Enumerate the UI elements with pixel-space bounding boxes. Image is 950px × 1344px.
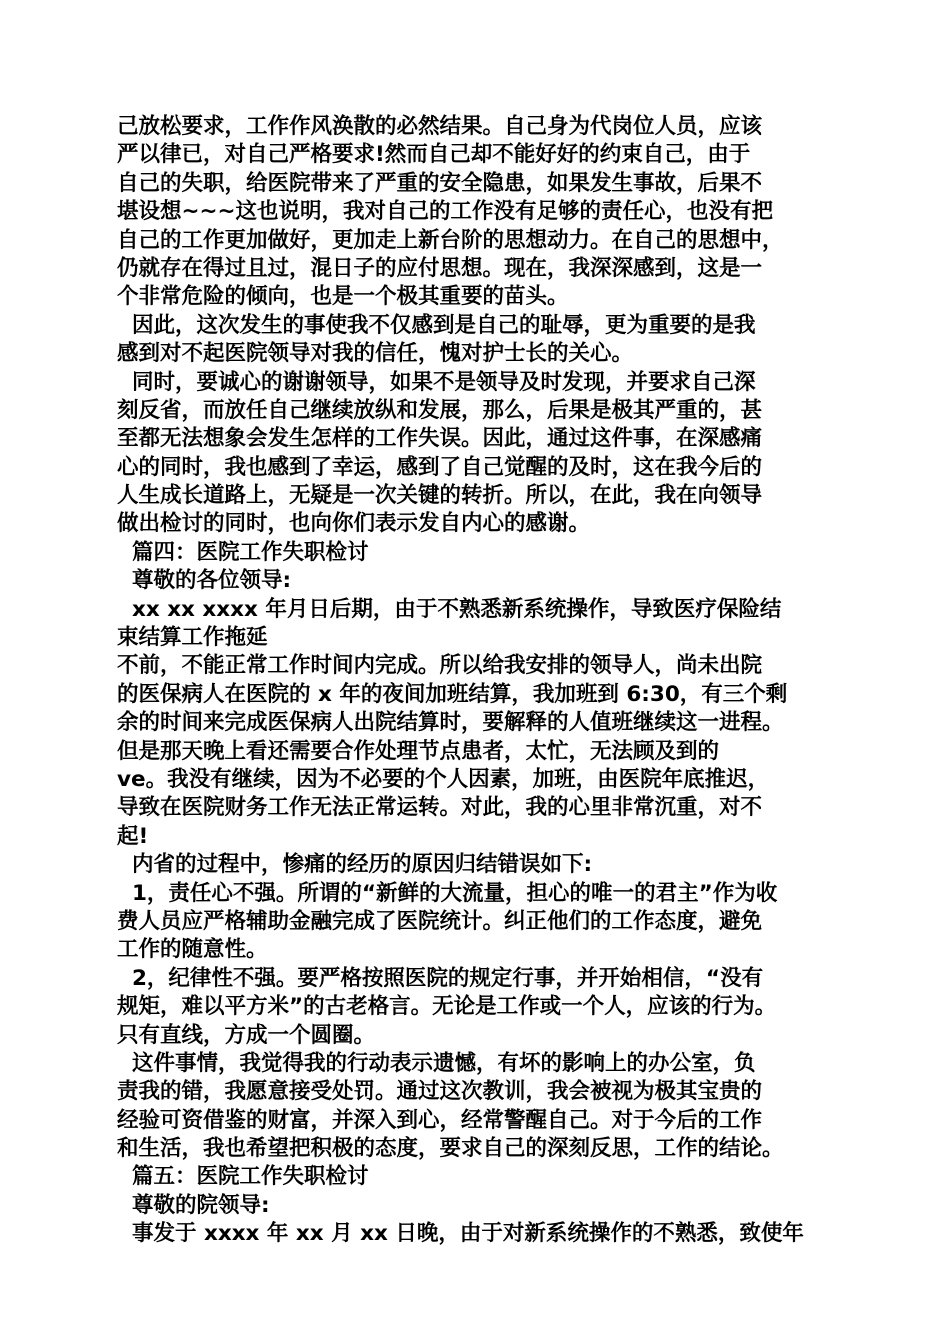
text-line: 己放松要求，工作作风涣散的必然结果。自己身为代岗位人员，应该 — [117, 114, 763, 139]
text-line: 人生成长道路上，无疑是一次关键的转折。所以，在此，我在向领导 — [117, 483, 763, 509]
text-line: 刻反省，而放任自己继续放纵和发展，那么，后果是极其严重的，甚 — [117, 397, 763, 423]
section-heading: 篇五：医院工作失职检讨 — [117, 1164, 369, 1190]
text-line: 的医保病人在医院的 x 年的夜间加班结算，我加班到 6:30，有三个剩 — [117, 681, 788, 707]
salutation: 尊敬的院领导: — [117, 1192, 270, 1218]
text-line: 事发于 xxxx 年 xx 月 xx 日晚，由于对新系统操作的不熟悉，致使年 — [117, 1221, 804, 1247]
text-line: 严以律已，对自己严格要求!然而自己却不能好好的约束自己，由于 — [117, 142, 751, 168]
text-line: 1，责任心不强。所谓的“新鲜的大流量，担心的唯一的君主”作为收 — [117, 880, 778, 906]
section-heading: 篇四：医院工作失职检讨 — [117, 539, 369, 565]
document-body — [117, 113, 847, 1249]
text-line: 心的同时，我也感到了幸运，感到了自己觉醒的及时，这在我今后的 — [117, 454, 763, 480]
text-line: 和生活，我也希望把积极的态度，要求自己的深刻反思，工作的结论。 — [117, 1136, 784, 1162]
text-line: 堪设想~~~这也说明，我对自己的工作没有足够的责任心，也没有把 — [117, 199, 774, 225]
text-line: 个非常危险的倾向，也是一个极其重要的苗头。 — [117, 284, 569, 310]
text-line: 不前，不能正常工作时间内完成。所以给我安排的领导人，尚未出院 — [117, 653, 763, 679]
text-line: 起! — [117, 823, 149, 849]
text-line: 经验可资借鉴的财富，并深入到心，经常警醒自己。对于今后的工作 — [117, 1107, 763, 1133]
text-line: 自己的工作更加做好，更加走上新台阶的思想动力。在自己的思想中， — [117, 227, 784, 253]
text-line: 因此，这次发生的事使我不仅感到是自己的耻辱，更为重要的是我 — [117, 312, 756, 338]
text-line: 但是那天晚上看还需要合作处理节点患者，太忙，无法顾及到的 — [117, 738, 720, 764]
text-line: 余的时间来完成医保病人出院结算时，要解释的人值班继续这一进程。 — [117, 710, 784, 736]
text-line: 2，纪律性不强。要严格按照医院的规定行事，并开始相信，“没有 — [117, 965, 764, 991]
salutation: 尊敬的各位领导: — [117, 568, 292, 594]
text-line: 导致在医院财务工作无法正常运转。对此，我的心里非常沉重，对不 — [117, 795, 763, 821]
text-line: 同时，要诚心的谢谢领导，如果不是领导及时发现，并要求自己深 — [117, 369, 756, 395]
text-line: 仍就存在得过且过，混日子的应付思想。现在，我深深感到，这是一 — [117, 255, 763, 281]
text-line: 规矩，难以平方米”的古老格言。无论是工作或一个人，应该的行为。 — [117, 994, 777, 1020]
text-line: 工作的随意性。 — [117, 937, 268, 963]
text-line: 做出检讨的同时，也向你们表示发自内心的感谢。 — [117, 511, 591, 537]
text-line: xx xx xxxx 年月日后期，由于不熟悉新系统操作，导致医疗保险结 — [117, 596, 782, 622]
text-line: 自己的失职，给医院带来了严重的安全隐患，如果发生事故，后果不 — [117, 170, 763, 196]
text-line: 这件事情，我觉得我的行动表示遗憾，有坏的影响上的办公室，负 — [117, 1050, 756, 1076]
text-line: 内省的过程中，惨痛的经历的原因归结错误如下: — [117, 852, 593, 878]
text-line: ve。我没有继续，因为不必要的个人因素，加班，由医院年底推迟， — [117, 766, 770, 792]
text-line: 束结算工作拖延 — [117, 625, 268, 651]
text-line: 只有直线，方成一个圆圈。 — [117, 1022, 376, 1048]
text-line: 至都无法想象会发生怎样的工作失误。因此，通过这件事，在深感痛 — [117, 426, 763, 452]
text-line: 责我的错，我愿意接受处罚。通过这次教训，我会被视为极其宝贵的 — [117, 1079, 763, 1105]
text-line: 感到对不起医院领导对我的信任，愧对护士长的关心。 — [117, 341, 634, 367]
text-line: 费人员应严格辅助金融完成了医院统计。纠正他们的工作态度，避免 — [117, 908, 763, 934]
